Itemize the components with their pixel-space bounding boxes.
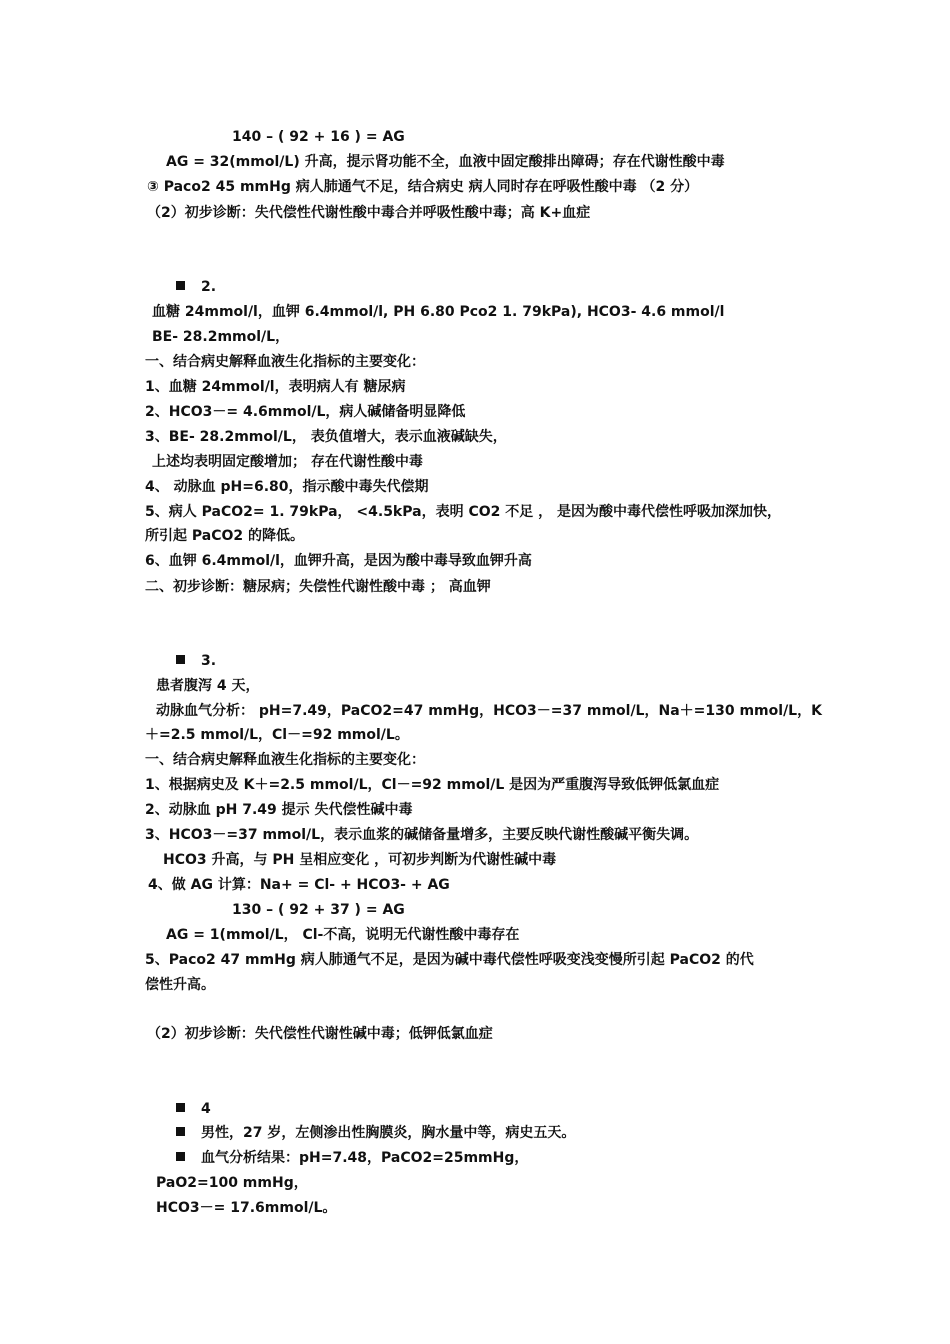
section-4-number: 4 bbox=[201, 1101, 211, 1117]
section-2-number: 2. bbox=[201, 279, 217, 295]
square-bullet-icon bbox=[176, 281, 185, 290]
case3-explain-heading: 一、结合病史解释血液生化指标的主要变化： bbox=[145, 752, 425, 768]
case2-diagnosis: 二、初步诊断：糖尿病；失偿性代谢性酸中毒 ； 高血钾 bbox=[145, 579, 491, 595]
case4-hco3: HCO3－= 17.6mmol/L。 bbox=[156, 1200, 337, 1216]
case2-point-5-cont: 所引起 PaCO2 的降低。 bbox=[145, 528, 304, 544]
case2-lab-values: 血糖 24mmol/l，血钾 6.4mmol/l, PH 6.80 Pco2 1. 79kPa), HCO3- 4.6 mmol/l bbox=[152, 304, 725, 320]
case3-point-2: 2、动脉血 pH 7.49 提示 失代偿性碱中毒 bbox=[145, 802, 413, 818]
case4-patient-text: 男性，27 岁，左侧渗出性胸膜炎，胸水量中等，病史五天。 bbox=[201, 1125, 576, 1141]
square-bullet-icon bbox=[176, 1103, 185, 1112]
case3-point-3: 3、HCO3－=37 mmol/L，表示血浆的碱储备量增多，主要反映代谢性酸碱平衡失调。 bbox=[145, 827, 699, 843]
case3-bloodgas: 动脉血气分析： pH=7.49，PaCO2=47 mmHg，HCO3－=37 mmol/L，Na＋=130 mmol/L，K bbox=[156, 703, 822, 719]
case3-point-1: 1、根据病史及 K＋=2.5 mmol/L，Cl－=92 mmol/L 是因为严重腹泻导致低钾低氯血症 bbox=[145, 777, 720, 793]
section-3-heading bbox=[176, 651, 216, 671]
case3-point-5: 5、Paco2 47 mmHg 病人肺通气不足，是因为碱中毒代偿性呼吸变浅变慢所引起 PaCO2 的代 bbox=[145, 952, 754, 968]
case2-point-4: 4、 动脉血 pH=6.80，指示酸中毒失代偿期 bbox=[145, 479, 429, 495]
diagnosis-1: （2）初步诊断：失代偿性代谢性酸中毒合并呼吸性酸中毒；高 K+血症 bbox=[147, 205, 591, 221]
case2-summary: 上述均表明固定酸增加； 存在代谢性酸中毒 bbox=[152, 454, 423, 470]
square-bullet-icon bbox=[176, 1127, 185, 1136]
case2-point-2: 2、HCO3－= 4.6mmol/L，病人碱储备明显降低 bbox=[145, 404, 466, 420]
paco2-note-1: ③ Paco2 45 mmHg 病人肺通气不足，结合病史 病人同时存在呼吸性酸中毒 （2 分） bbox=[147, 179, 699, 195]
case3-history: 患者腹泻 4 天， bbox=[156, 678, 260, 694]
case2-point-6: 6、血钾 6.4mmol/l，血钾升高，是因为酸中毒导致血钾升高 bbox=[145, 553, 532, 569]
case3-diagnosis: （2）初步诊断：失代偿性代谢性碱中毒；低钾低氯血症 bbox=[147, 1026, 493, 1042]
ag-equation-3: 130 – ( 92 + 37 ) = AG bbox=[232, 902, 405, 918]
section-4-heading bbox=[176, 1099, 211, 1119]
case3-bloodgas-cont: ＋=2.5 mmol/L，Cl－=92 mmol/L。 bbox=[145, 727, 409, 743]
case2-point-5: 5、病人 PaCO2= 1. 79kPa， <4.5kPa，表明 CO2 不足 ， 是因为酸中毒代偿性呼吸加深加快， bbox=[145, 504, 781, 520]
square-bullet-icon bbox=[176, 1152, 185, 1161]
case2-be-value: BE- 28.2mmol/L， bbox=[152, 329, 290, 345]
case4-pao2: PaO2=100 mmHg， bbox=[156, 1175, 308, 1191]
case3-point-4: 4、做 AG 计算：Na+ = Cl- + HCO3- + AG bbox=[148, 877, 450, 893]
ag-result-1: AG = 32(mmol/L) 升高，提示肾功能不全，血液中固定酸排出障碍；存在代谢性酸中毒 bbox=[166, 154, 725, 170]
case3-point-5-cont: 偿性升高。 bbox=[145, 977, 215, 993]
case2-point-3: 3、BE- 28.2mmol/L， 表负值增大，表示血液碱缺失， bbox=[145, 429, 507, 445]
ag-result-3: AG = 1(mmol/L， Cl-不高，说明无代谢性酸中毒存在 bbox=[166, 927, 520, 943]
square-bullet-icon bbox=[176, 655, 185, 664]
ag-equation-1: 140 – ( 92 + 16 ) = AG bbox=[232, 129, 405, 145]
section-2-heading bbox=[176, 277, 216, 297]
case4-bloodgas-text: 血气分析结果：pH=7.48，PaCO2=25mmHg， bbox=[201, 1150, 529, 1166]
case3-point-3-cont: HCO3 升高，与 PH 呈相应变化 ，可初步判断为代谢性碱中毒 bbox=[163, 852, 557, 868]
case2-explain-heading: 一、结合病史解释血液生化指标的主要变化： bbox=[145, 354, 425, 370]
section-3-number: 3. bbox=[201, 653, 217, 669]
case4-bloodgas bbox=[176, 1148, 528, 1168]
case2-point-1: 1、血糖 24mmol/l，表明病人有 糖尿病 bbox=[145, 379, 406, 395]
case4-patient-info bbox=[176, 1123, 575, 1143]
